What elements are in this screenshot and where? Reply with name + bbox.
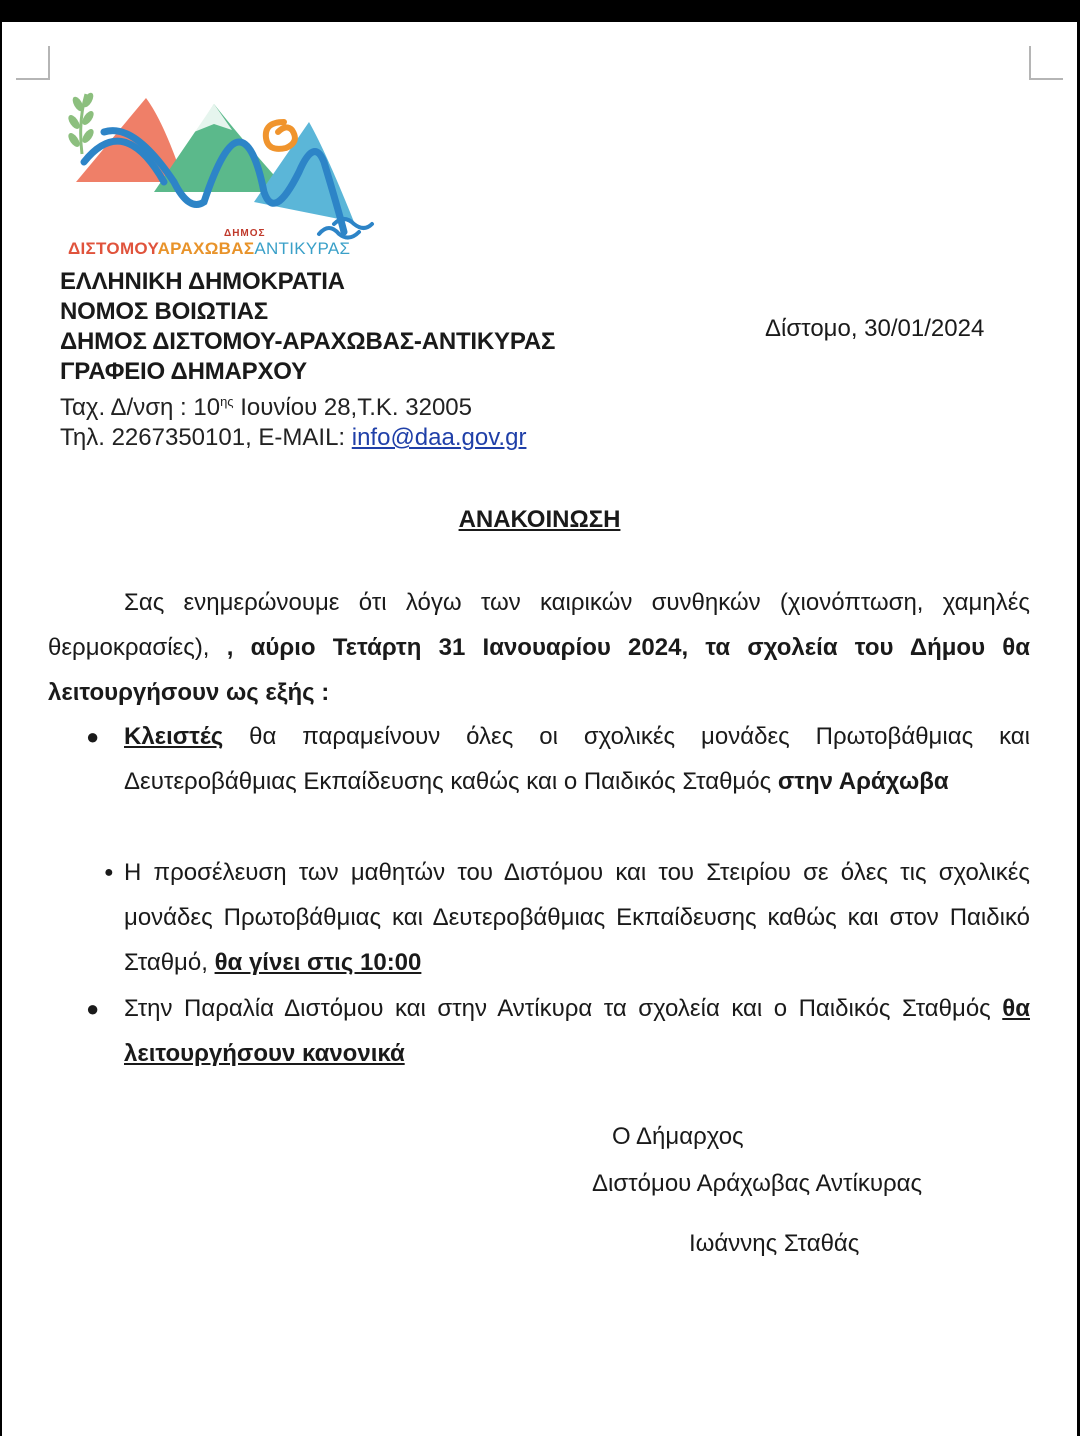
bullet-icon: ● xyxy=(86,724,100,749)
letterhead-line-municipality: ΔΗΜΟΣ ΔΙΣΤΟΜΟΥ-ΑΡΑΧΩΒΑΣ-ΑΝΤΙΚΥΡΑΣ xyxy=(60,328,556,355)
logo-municipality-name xyxy=(68,239,350,259)
bullet-bold-end: θα λειτουργήσουν κανονικά xyxy=(124,995,1030,1067)
phone-text: Τηλ. 2267350101, E-MAIL: xyxy=(60,424,352,451)
document-page xyxy=(2,22,1077,1436)
municipality-logo xyxy=(64,82,384,282)
intro-paragraph xyxy=(48,580,1030,715)
bullet-icon: ● xyxy=(104,864,114,881)
olive-branch-icon xyxy=(66,91,96,154)
letterhead-line-prefecture: ΝΟΜΟΣ ΒΟΙΩΤΙΑΣ xyxy=(60,298,268,325)
logo-name-distomo: ΔΙΣΤΟΜΟΥ xyxy=(68,239,158,258)
bullet-text: Η προσέλευση των μαθητών του Διστόμου και του Στειρίου σε όλες τις σχολικές μονάδες Πρωτοβάθμιας και Δευτεροβάθμιας Εκπαίδευσης καθώς και στον Παιδικό Σταθμό, xyxy=(124,859,1030,976)
list-item xyxy=(86,986,1030,1076)
address-superscript: ης xyxy=(220,394,234,409)
intro-text: Σας ενημερώνουμε ότι λόγω των καιρικών συνθηκών (χιονόπτωση, χαμηλές θερμοκρασίες), xyxy=(48,589,1030,661)
address-prefix: Ταχ. Δ/νση : 10 xyxy=(60,394,221,421)
announcement-title-text: ΑΝΑΚΟΙΝΩΣΗ xyxy=(458,506,621,533)
signature-name: Ιωάννης Σταθάς xyxy=(689,1230,860,1257)
bullet-bold-end: στην Αράχωβα xyxy=(777,768,949,795)
address-suffix: Ιουνίου 28,Τ.Κ. 32005 xyxy=(233,394,472,421)
bullet-bold-end: θα γίνει στις 10:00 xyxy=(214,949,422,976)
page-corner-mark-top-right xyxy=(1029,46,1063,80)
letterhead-line-republic: ΕΛΛΗΝΙΚΗ ΔΗΜΟΚΡΑΤΙΑ xyxy=(60,268,345,295)
signature-role: Ο Δήμαρχος xyxy=(612,1123,744,1150)
announcement-title xyxy=(2,506,1077,534)
email-link[interactable]: info@daa.gov.gr xyxy=(351,424,527,451)
signature-municipality: Διστόμου Αράχωβας Αντίκυρας xyxy=(592,1170,923,1197)
logo-graphic xyxy=(64,82,384,242)
bullet-text: Στην Παραλία Διστόμου και στην Αντίκυρα τα σχολεία και ο Παιδικός Σταθμός xyxy=(124,995,1003,1022)
logo-name-arachova: ΑΡΑΧΩΒΑΣ xyxy=(157,239,255,258)
intro-bold-text: , αύριο Τετάρτη 31 Ιανουαρίου 2024, τα σχολεία του Δήμου θα λειτουργήσουν ως εξής : xyxy=(48,634,1031,706)
document-date: Δίστομο, 30/01/2024 xyxy=(765,315,985,342)
page-corner-mark-top-left xyxy=(16,46,50,80)
letterhead xyxy=(60,267,555,453)
bullet-text: θα παραμείνουν όλες οι σχολικές μονάδες Πρωτοβάθμιας και Δευτεροβάθμιας Εκπαίδευσης καθώς και ο Παιδικός Σταθμός xyxy=(124,723,1030,795)
bullet-lead-closed: Κλειστές xyxy=(124,723,224,750)
letterhead-address xyxy=(60,387,555,423)
letterhead-contact xyxy=(60,423,555,453)
list-item xyxy=(104,850,1030,985)
logo-small-label: ΔΗΜΟΣ xyxy=(224,228,266,239)
letterhead-line-office: ΓΡΑΦΕΙΟ ΔΗΜΑΡΧΟΥ xyxy=(60,358,307,385)
bullet-icon: ● xyxy=(86,996,100,1021)
orange-spiral-sun-icon xyxy=(266,122,295,149)
logo-name-antikyra: ΑΝΤΙΚΥΡΑΣ xyxy=(254,239,351,258)
list-item xyxy=(86,714,1030,804)
